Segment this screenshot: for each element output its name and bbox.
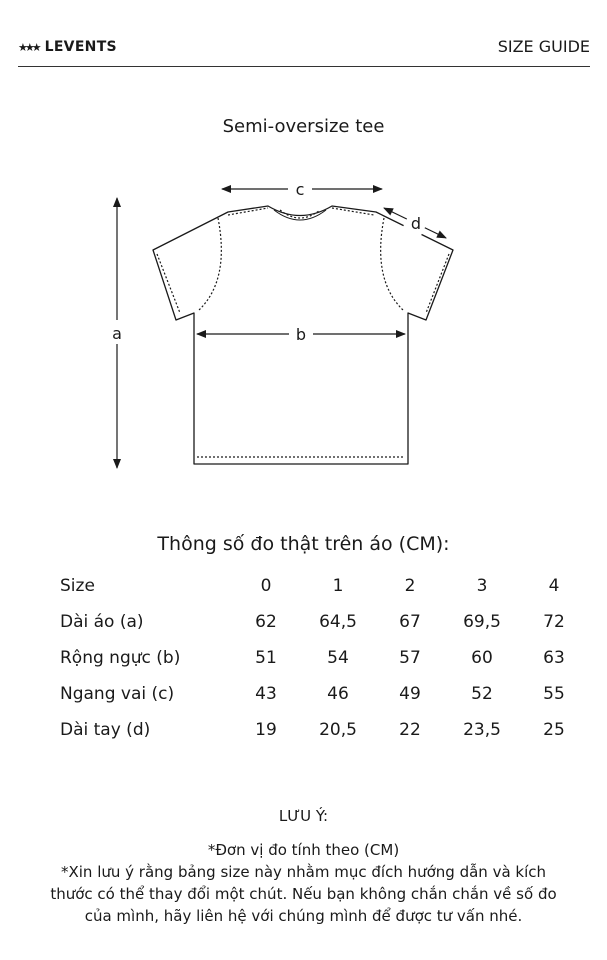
row-label: Ngang vai (c) (60, 684, 175, 704)
stars-icon: ★★★ (18, 40, 39, 54)
table-header-row (60, 568, 590, 604)
note-unit: *Đơn vị đo tính theo (CM) (207, 841, 400, 859)
table-cell: 57 (399, 648, 421, 668)
table-cell: 60 (471, 648, 493, 668)
table-row (60, 640, 590, 676)
table-cell: 46 (327, 684, 349, 704)
spec-title: Thông số đo thật trên áo (CM): (157, 533, 450, 555)
table-cell: 63 (543, 648, 565, 668)
note-text-line: *Xin lưu ý rằng bảng size này nhằm mục đích hướng dẫn và kích (60, 863, 547, 881)
table-cell: 49 (399, 684, 421, 704)
column-header: 3 (476, 576, 488, 596)
column-header: 4 (548, 576, 560, 596)
table-row (60, 604, 590, 640)
table-cell: 23,5 (463, 720, 501, 740)
measure-d-label: d (410, 214, 422, 233)
table-cell: 51 (255, 648, 277, 668)
table-cell: 55 (543, 684, 565, 704)
measure-a-label: a (112, 324, 122, 343)
row-label: Rộng ngực (b) (60, 648, 181, 668)
row-label: Dài tay (d) (60, 720, 151, 740)
table-cell: 19 (255, 720, 277, 740)
note-text-line: của mình, hãy liên hệ với chúng mình để được tư vấn nhé. (84, 907, 523, 925)
table-cell: 64,5 (319, 612, 357, 632)
table-cell: 43 (255, 684, 277, 704)
brand-name: LEVENTS (44, 39, 117, 55)
table-cell: 22 (399, 720, 421, 740)
column-header: 2 (404, 576, 416, 596)
column-header: 0 (260, 576, 272, 596)
table-cell: 20,5 (319, 720, 357, 740)
table-row (60, 712, 590, 748)
table-cell: 62 (255, 612, 277, 632)
note-title: LƯU Ý: (278, 807, 329, 825)
table-cell: 69,5 (463, 612, 501, 632)
table-row (60, 676, 590, 712)
table-cell: 25 (543, 720, 565, 740)
size-table (60, 568, 590, 748)
measure-b-label: b (295, 325, 307, 344)
column-header: Size (60, 576, 95, 596)
page-title: SIZE GUIDE (497, 37, 590, 56)
table-cell: 72 (543, 612, 565, 632)
header (18, 36, 590, 67)
brand-logo[interactable] (18, 39, 117, 55)
table-cell: 52 (471, 684, 493, 704)
table-cell: 54 (327, 648, 349, 668)
note-text-line: thước có thể thay đổi một chút. Nếu bạn không chắn chắn về số đo (50, 885, 557, 903)
row-label: Dài áo (a) (60, 612, 144, 632)
tshirt-diagram (0, 170, 607, 480)
table-cell: 67 (399, 612, 421, 632)
column-header: 1 (332, 576, 344, 596)
product-title: Semi-oversize tee (222, 116, 385, 137)
measure-c-label: c (295, 180, 305, 199)
